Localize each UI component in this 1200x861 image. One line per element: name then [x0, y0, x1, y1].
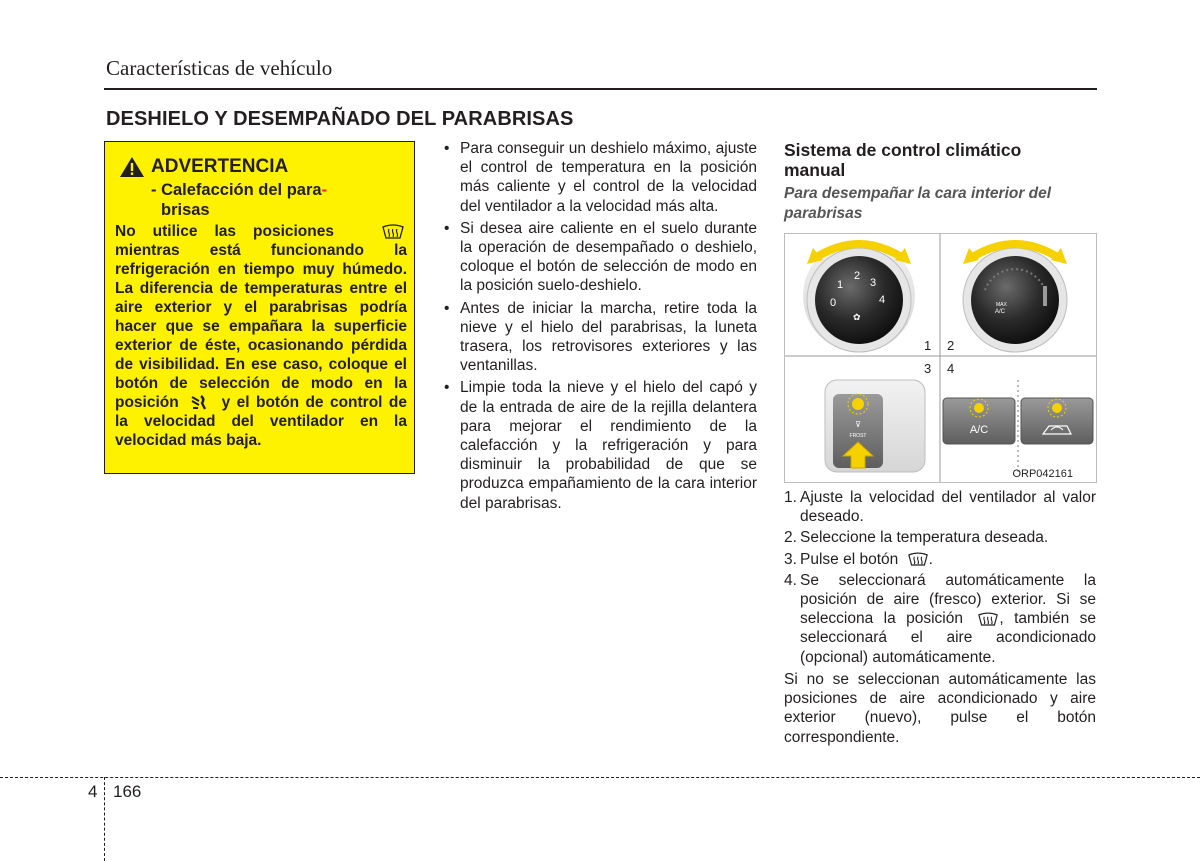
warning-subtitle-dash: -	[321, 181, 328, 199]
list-item	[784, 488, 1096, 526]
section-header: Características de vehículo	[106, 56, 333, 80]
recirculation-button	[1021, 398, 1093, 444]
page-title: DESHIELO Y DESEMPAÑADO DEL PARABRISAS	[106, 108, 574, 130]
list-item	[784, 550, 1096, 569]
fan-speed-knob	[803, 240, 915, 352]
dial-number: 2	[854, 270, 861, 282]
subsection-italic-heading: Para desempañar la cara interior del parabrisas	[784, 185, 1052, 222]
frost-label: FROST	[849, 433, 867, 439]
steps-list	[784, 488, 1096, 669]
step-text-a: Se seleccionará automáticamente la posición de aire (fresco) exterior. Si se selecciona la posición	[800, 571, 1096, 628]
step-number: 3.	[784, 550, 797, 568]
list-item: • Antes de iniciar la marcha, retire toda la nieve y el hielo del parabrisas, la luneta trasera, los retrovisores exteriores y las ventanillas.	[443, 299, 757, 376]
warning-subtitle-b: brisas	[161, 201, 210, 219]
step-number: 4.	[784, 571, 797, 589]
frost-defrost-icon: ⊽	[855, 420, 861, 429]
step-text-b: .	[928, 550, 933, 568]
subsection-title: Sistema de control climático manual	[784, 140, 1022, 180]
dial-number: 0	[830, 297, 837, 309]
step-number: 2.	[784, 529, 797, 547]
front-defrost-icon	[977, 612, 999, 627]
list-item: • Si desea aire caliente en el suelo durante la operación de desempañado o deshielo, coloque el botón de selección de modo en la posición suelo-deshielo.	[443, 219, 757, 296]
warning-subtitle	[151, 180, 401, 220]
step-text: Seleccione la temperatura deseada.	[800, 529, 1049, 547]
climate-control-illustration	[785, 234, 1096, 482]
figure-label: 2	[947, 338, 955, 353]
climate-control-figure	[784, 233, 1097, 483]
front-defrost-icon	[907, 552, 929, 567]
dial-number: 1	[837, 279, 844, 291]
step-text-a: Pulse el botón	[800, 550, 899, 568]
tips-list	[443, 139, 757, 516]
list-item: • Limpie toda la nieve y el hielo del capó y de la entrada de aire de la rejilla delantera para mejorar el rendimiento de la calefacción y la refrigeración y para disminuir la probabilidad de que se produzca empañamiento de la cara interior del parabrisas.	[443, 378, 757, 512]
warning-subtitle-a: - Calefacción del para	[151, 181, 322, 199]
chapter-number: 4	[88, 782, 98, 801]
warning-body	[115, 222, 407, 450]
front-defrost-icon	[381, 224, 405, 240]
frost-mode-button	[825, 380, 925, 472]
fan-icon: ✿	[853, 312, 861, 322]
step-text	[800, 571, 1096, 667]
warning-body-3: y el botón de control de la velocidad del ventilador en la velocidad más baja.	[115, 394, 408, 449]
floor-defrost-mode-icon	[189, 395, 211, 411]
closing-paragraph: Si no se seleccionan automáticamente las posiciones de aire acondicionado y aire exterior (nuevo), pulse el botón correspondiente.	[784, 671, 1096, 746]
warning-title: ADVERTENCIA	[151, 156, 289, 177]
max-ac-label: MAX	[996, 302, 1007, 308]
footer-vertical-rule	[104, 777, 105, 861]
figure-code: ORP042161	[1012, 468, 1073, 480]
header-rule	[104, 88, 1097, 90]
step-text-b: , también se seleccionará el aire acondicionado (opcional) automáticamente.	[800, 610, 1096, 666]
figure-label: 1	[924, 338, 932, 353]
list-item: • Para conseguir un deshielo máximo, ajuste el control de temperatura en la posición más caliente y el control de la velocidad del ventilador a la velocidad más alta.	[443, 139, 757, 216]
list-item	[784, 528, 1096, 547]
figure-label: 4	[947, 361, 955, 376]
temperature-knob	[963, 244, 1067, 352]
warning-heading	[119, 156, 288, 178]
ac-button	[943, 398, 1015, 444]
warning-body-1: No utilice las posiciones	[115, 223, 334, 240]
figure-label: 3	[924, 361, 932, 376]
step-text	[800, 550, 1096, 569]
max-ac-label: A/C	[995, 309, 1006, 315]
warning-body-2: mientras está funcionando la refrigeración en tiempo muy húmedo. La diferencia de temperaturas entre el aire exterior y el parabrisas podría hacer que se empañara la superficie exterior de éste, ocasionando pérdida de visibilidad. En ese caso, coloque el botón de selección de modo en la posición	[115, 242, 407, 411]
dial-number: 3	[870, 277, 877, 289]
warning-triangle-icon	[119, 156, 145, 178]
step-text: Ajuste la velocidad del ventilador al valor deseado.	[800, 489, 1096, 526]
list-item	[784, 571, 1096, 667]
ac-label: A/C	[969, 424, 989, 436]
dial-number: 4	[879, 294, 886, 306]
page-number: 166	[113, 782, 142, 801]
warning-box	[104, 141, 415, 474]
footer-rule	[0, 777, 1200, 778]
step-number: 1.	[784, 489, 797, 506]
